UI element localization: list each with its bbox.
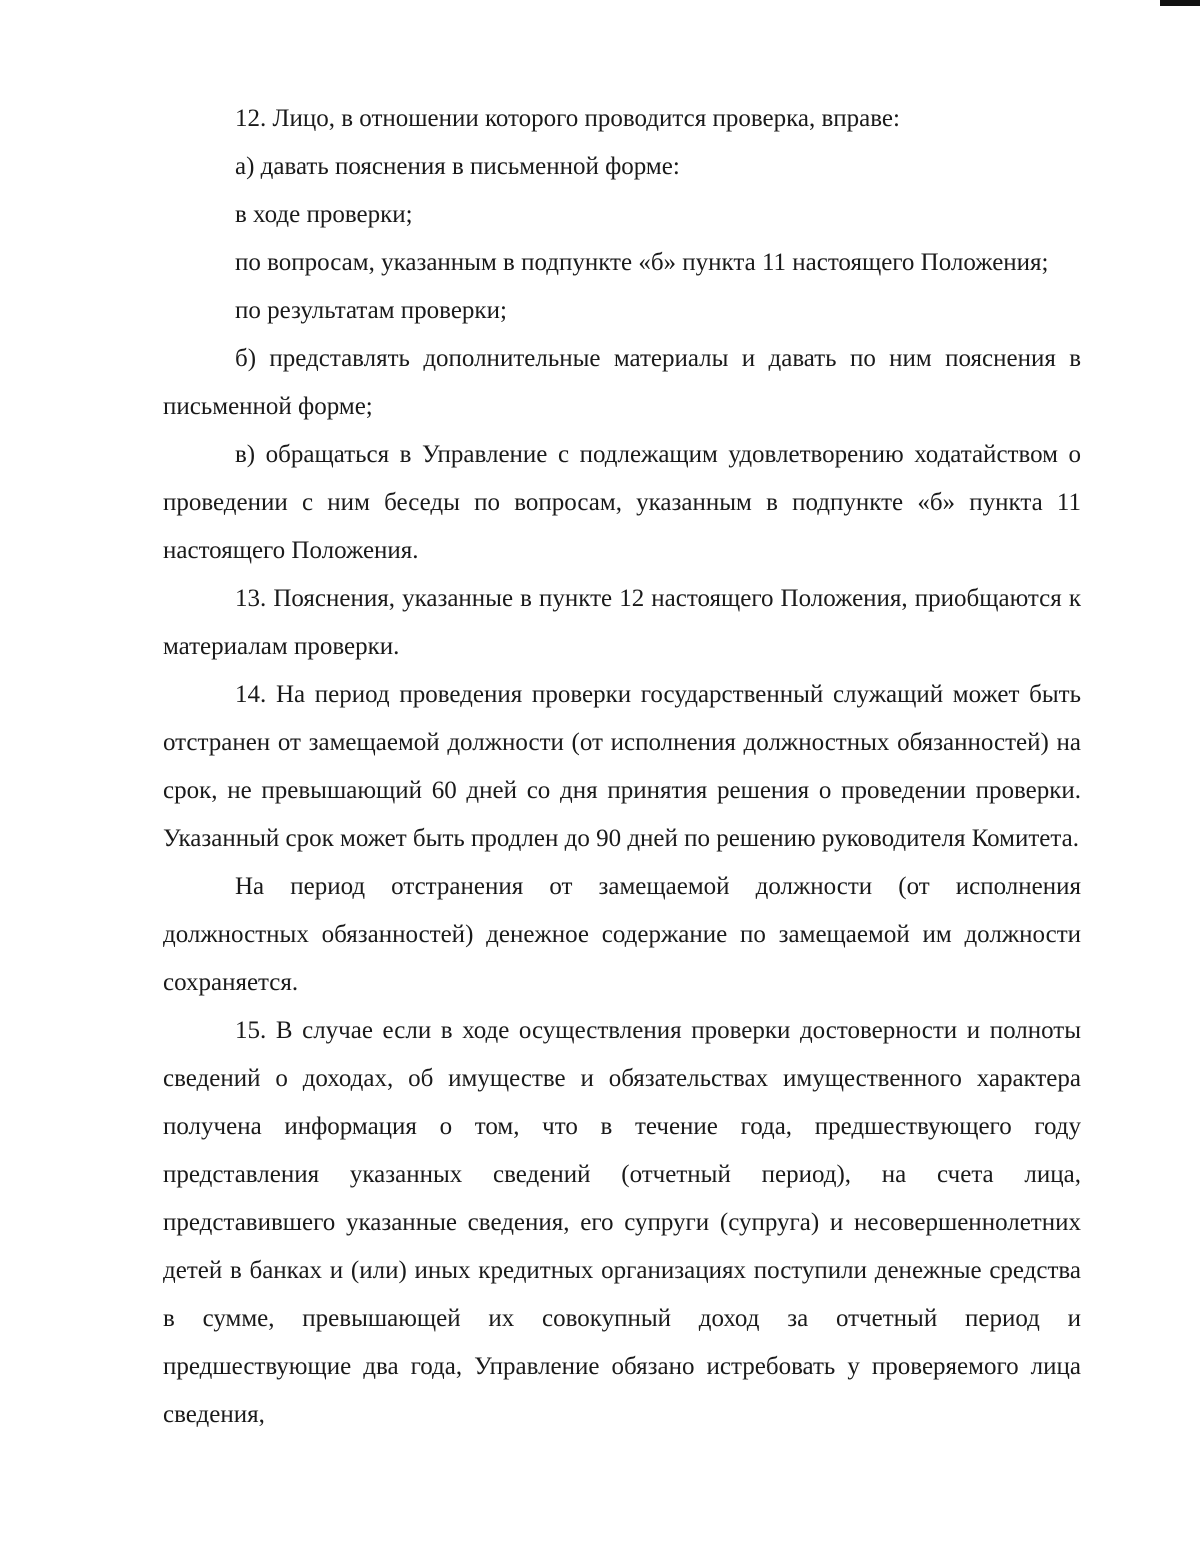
- paragraph-12: 12. Лицо, в отношении которого проводится проверка, вправе:: [235, 105, 900, 132]
- paragraph-12a-2: по вопросам, указанным в подпункте «б» пункта 11 настоящего Положения;: [235, 249, 1049, 276]
- text-block-1: [163, 95, 1081, 1439]
- paragraph-12a-3: по результатам проверки;: [235, 297, 507, 324]
- paragraph-12b: б) представлять дополнительные материалы и давать по ним пояснения в письменной форме;: [163, 345, 1081, 420]
- paragraph-13: 13. Пояснения, указанные в пункте 12 настоящего Положения, приобщаются к материалам проверки.: [163, 585, 1081, 660]
- paragraph-15: 15. В случае если в ходе осуществления проверки достоверности и полноты сведений о доходах, об имуществе и обязательствах имущественного характера получена информация о том, что в течение года, предшествующего году представления указанных сведений (отчетный период), на счета лица, представившего указанные сведения, его супруги (супруга) и несовершеннолетних детей в банках и (или) иных кредитных организациях поступили денежные средства в сумме, превышающей их совокупный доход за отчетный период и предшествующие два года, Управление обязано истребовать у проверяемого лица сведения,: [163, 1017, 1081, 1428]
- paragraph-14: 14. На период проведения проверки государственный служащий может быть отстранен от замещаемой должности (от исполнения должностных обязанностей) на срок, не превышающий 60 дней со дня принятия решения о проведении проверки. Указанный срок может быть продлен до 90 дней по решению руководителя Комитета.: [163, 681, 1081, 852]
- scan-edge-mark: [1160, 0, 1200, 6]
- paragraph-12v: в) обращаться в Управление с подлежащим удовлетворению ходатайством о проведении с ним беседы по вопросам, указанным в подпункте «б» пункта 11 настоящего Положения.: [163, 441, 1081, 564]
- paragraph-12a: а) давать пояснения в письменной форме:: [235, 153, 680, 180]
- paragraph-14-2: На период отстранения от замещаемой должности (от исполнения должностных обязанностей) денежное содержание по замещаемой им должности сохраняется.: [163, 873, 1081, 996]
- paragraph-12a-1: в ходе проверки;: [235, 201, 413, 228]
